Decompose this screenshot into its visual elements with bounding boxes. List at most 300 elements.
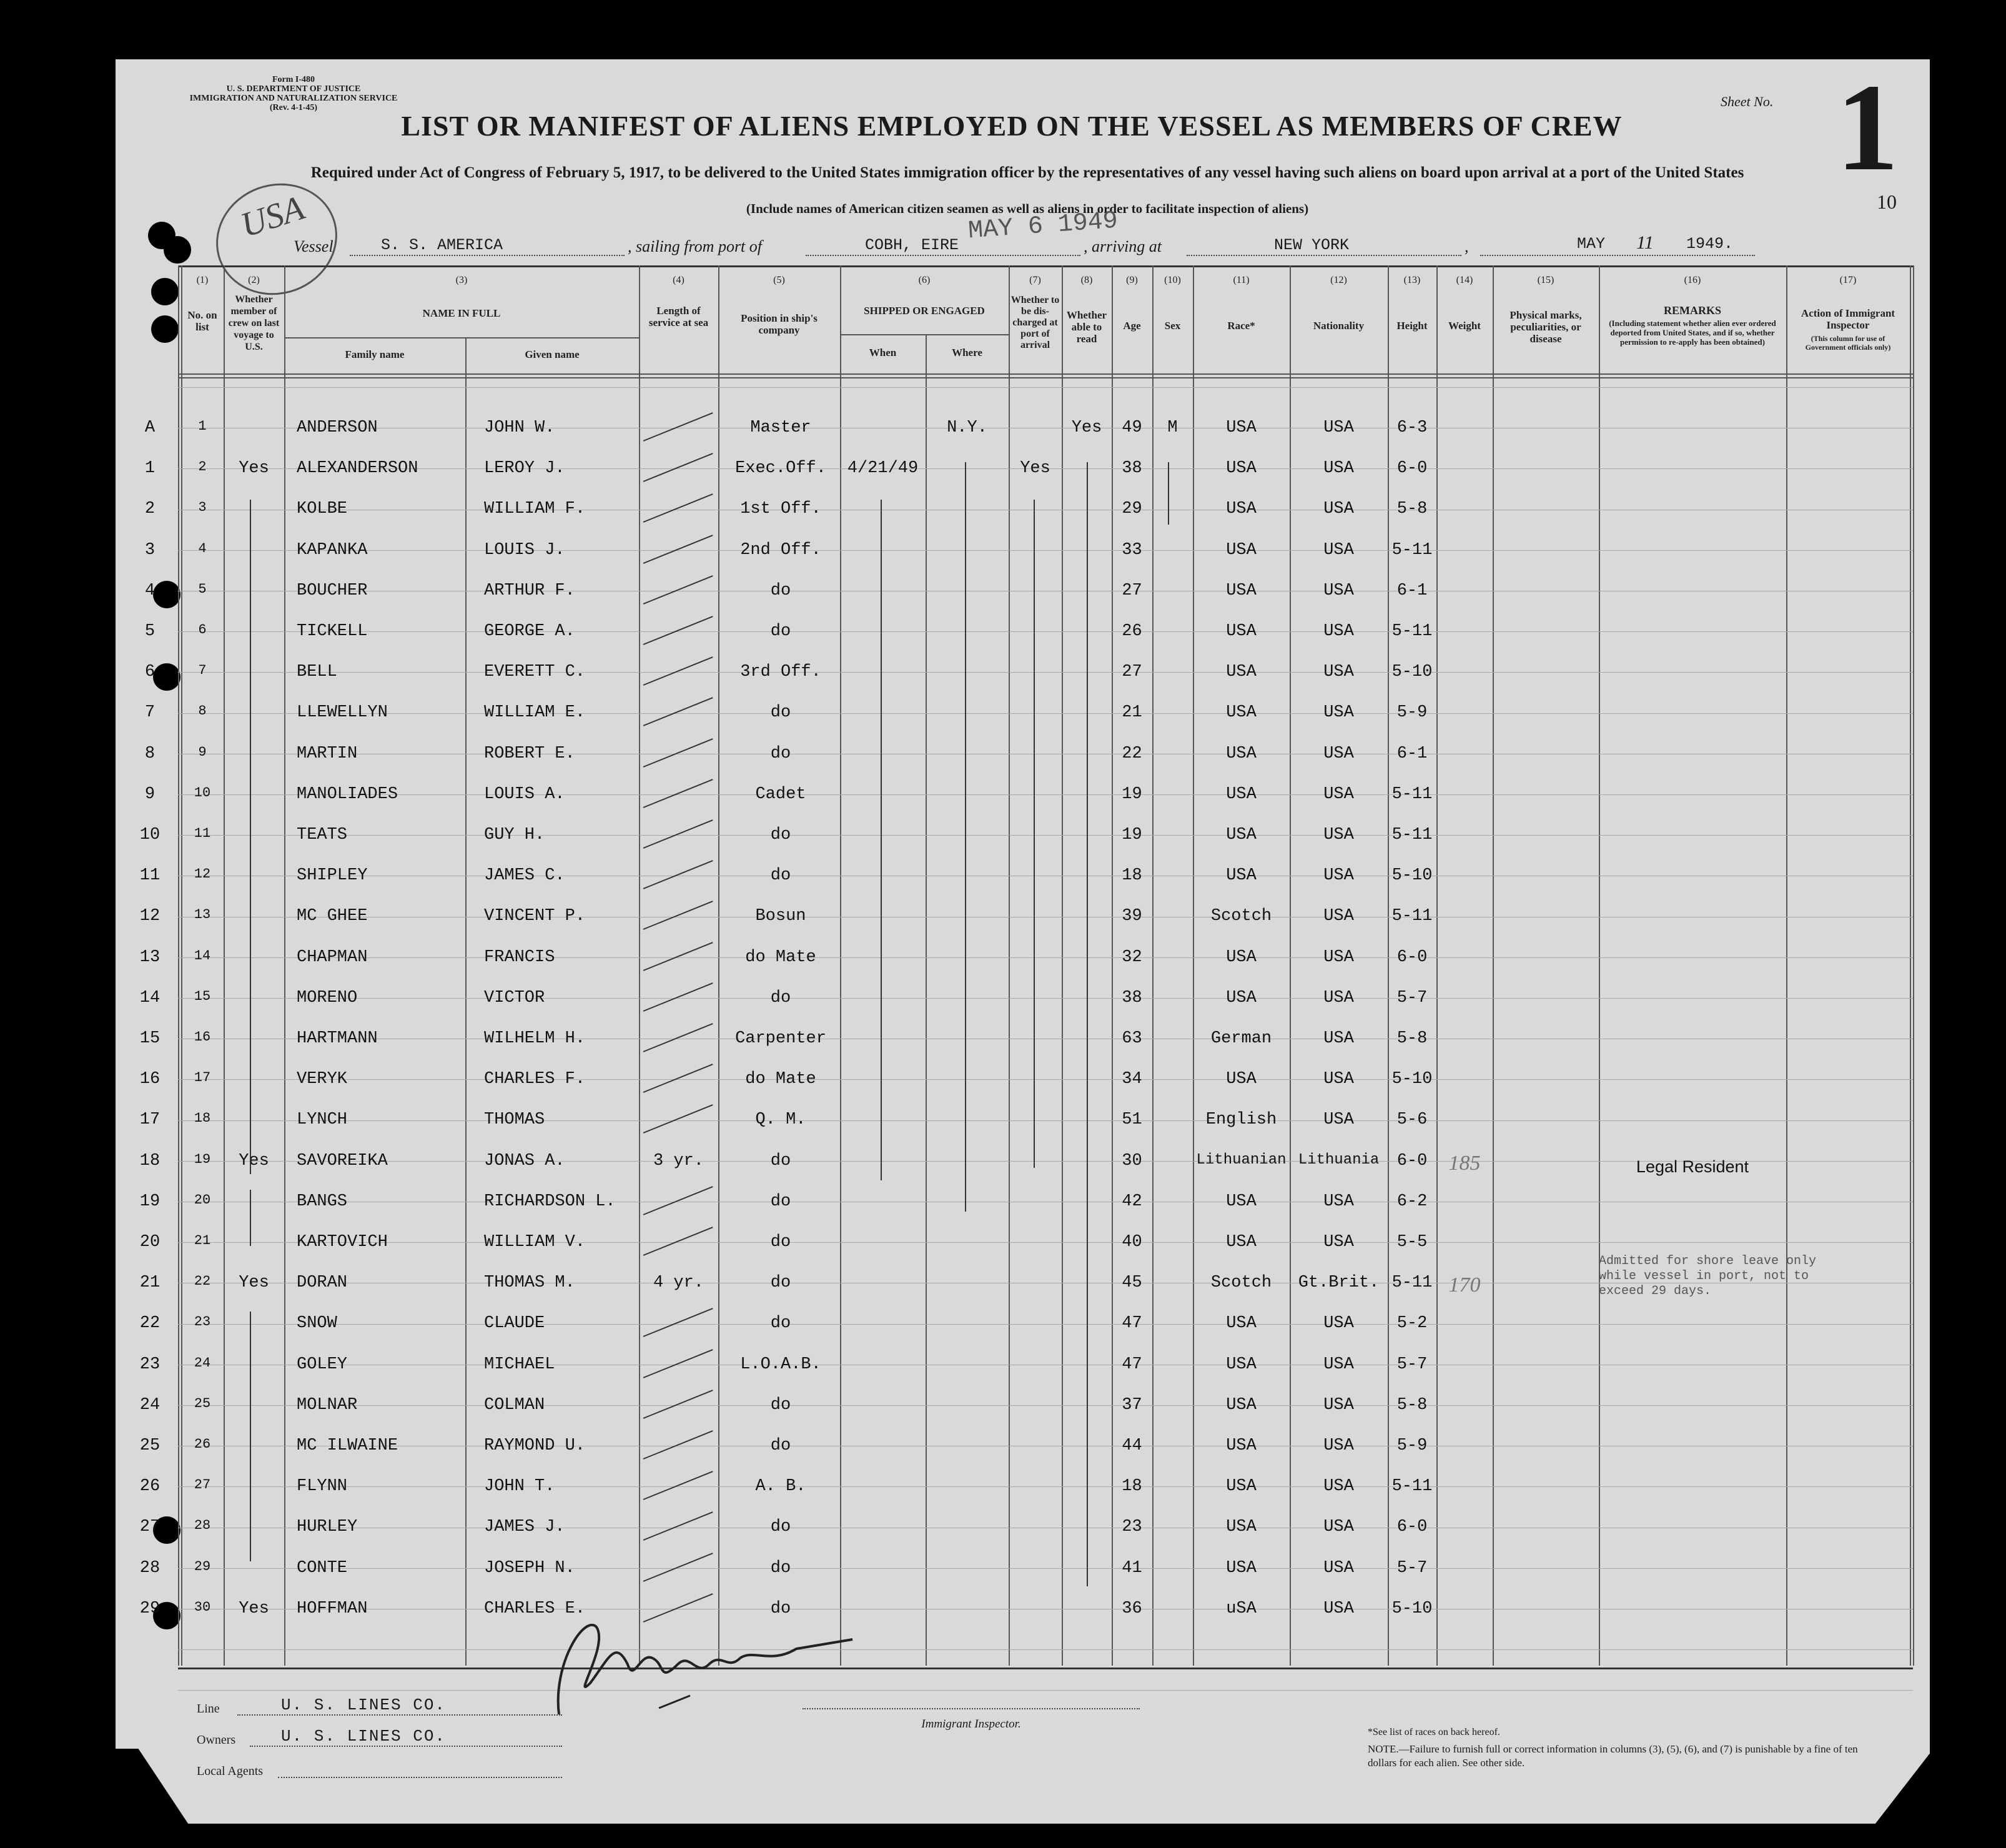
cell-height: 5-9 [1396,1436,1428,1455]
cell-position: 2nd Off. [740,540,821,560]
cell-nationality: USA [1323,1518,1354,1537]
row-margin-number: 2 [144,500,156,519]
cell-length-service: 3 yr. [653,1151,704,1170]
cell-height: 5-11 [1391,622,1433,641]
arrival-year: 1949. [1686,235,1734,253]
cell-given-name: THOMAS [484,1110,545,1130]
cell-family-name: SHIPLEY [297,866,368,886]
cell-nationality: USA [1323,1192,1354,1211]
row-margin-number: 26 [139,1477,161,1496]
cell-family-name: HURLEY [297,1518,358,1537]
ditto-mark [1034,500,1035,1168]
cell-position: Bosun [755,907,806,926]
row-margin-number: 9 [144,784,156,804]
cell-position: 1st Off. [740,500,821,519]
cell-race: Scotch [1210,907,1272,926]
cell-nationality: USA [1323,1558,1354,1578]
cell-age: 22 [1122,744,1142,763]
cell-no-on-list: 15 [194,988,211,1004]
arriving-label: , arriving at [1084,237,1162,255]
col-num-13: (13) [1403,275,1421,285]
revision-date: (Rev. 4-1-45) [269,103,318,112]
cell-age: 63 [1122,1029,1142,1048]
line-value: U. S. LINES CO. [281,1696,447,1714]
cell-race: USA [1226,1233,1257,1252]
cell-last-voyage: Yes [239,459,269,478]
cell-height: 6-1 [1396,744,1428,763]
cell-family-name: MOLNAR [297,1395,358,1415]
cell-race: USA [1226,1477,1257,1496]
col-num-14: (14) [1456,275,1473,285]
cell-position: do [770,1395,791,1415]
cell-age: 45 [1122,1273,1142,1293]
row-margin-number: 29 [139,1599,161,1618]
cell-length-service: 4 yr. [653,1273,704,1293]
cell-height: 5-11 [1391,907,1433,926]
cell-no-on-list: 21 [194,1233,211,1248]
cell-family-name: HARTMANN [297,1029,378,1048]
cell-race: USA [1226,663,1257,682]
cell-position: do [770,581,791,600]
cell-position: do [770,1558,791,1578]
cell-race: USA [1226,1436,1257,1455]
cell-position: do [770,1192,791,1211]
cell-nationality: USA [1323,622,1354,641]
department-name: U. S. DEPARTMENT OF JUSTICE [226,84,361,94]
cell-no-on-list: 25 [194,1395,211,1411]
cell-given-name: LEROY J. [484,459,565,478]
cell-given-name: CLAUDE [484,1314,545,1333]
cell-height: 5-11 [1391,1477,1433,1496]
cell-no-on-list: 23 [194,1314,211,1330]
cell-nationality: USA [1323,1029,1354,1048]
cell-position: Q. M. [755,1110,806,1130]
cell-race: USA [1226,947,1257,967]
cell-no-on-list: 16 [194,1029,211,1045]
sheet-label: Sheet No. [1721,94,1774,109]
cell-given-name: LOUIS A. [484,784,565,804]
inspector-label: Immigrant Inspector. [921,1717,1021,1731]
cell-position: Carpenter [735,1029,826,1048]
col-num-7: (7) [1029,275,1041,285]
cell-age: 47 [1122,1314,1142,1333]
col-num-9: (9) [1126,275,1138,285]
cell-family-name: KOLBE [297,500,348,519]
remark-shore-leave: Admitted for shore leave only while vessel in port, not to exceed 29 days. [1599,1254,1817,1298]
row-margin-number: 8 [144,744,156,763]
cell-position: do [770,1151,791,1170]
row-margin-number: 7 [144,703,156,723]
header-action-note: (This column for use of Government officials only) [1805,334,1891,352]
cell-position: do [770,1518,791,1537]
row-margin-number: 27 [139,1518,161,1537]
cell-nationality: USA [1323,866,1354,886]
remark-legal-resident: Legal Resident [1636,1157,1749,1176]
row-margin-number: 13 [139,947,161,967]
penalty-note: NOTE.—Failure to furnish full or correct information in columns (3), (5), (6), and (7) is punishable by a fine of ten dollars for each alien. See other side. [1368,1743,1858,1769]
cell-age: 41 [1122,1558,1142,1578]
col-num-4: (4) [673,275,684,285]
cell-nationality: USA [1323,947,1354,967]
cell-family-name: MORENO [297,988,358,1007]
header-given-name: Given name [525,348,580,360]
row-margin-number: 1 [144,459,156,478]
cell-no-on-list: 26 [194,1436,211,1452]
col-num-3: (3) [455,275,468,285]
cell-given-name: GEORGE A. [484,622,575,641]
cell-age: 19 [1122,784,1142,804]
cell-no-on-list: 30 [194,1599,211,1615]
col-num-1: (1) [196,275,209,285]
cell-height: 5-7 [1396,1558,1428,1578]
row-margin-number: 25 [139,1436,161,1455]
cell-weight: 185 [1448,1151,1481,1175]
cell-position: do Mate [745,947,816,967]
cell-given-name: JAMES C. [484,866,565,886]
cell-given-name: JOHN W. [484,418,555,437]
cell-given-name: WILLIAM E. [484,703,586,723]
cell-nationality: USA [1323,784,1354,804]
cell-family-name: FLYNN [297,1477,348,1496]
cell-family-name: GOLEY [297,1355,348,1374]
cell-nationality: USA [1323,1477,1354,1496]
cell-race: English [1205,1110,1277,1130]
row-margin-number: 16 [139,1070,161,1089]
page-number: 10 [1877,190,1897,213]
cell-no-on-list: 20 [194,1192,211,1208]
header-race: Race* [1227,320,1255,332]
cell-race: Lithuanian [1196,1151,1287,1169]
cell-discharged: Yes [1020,459,1050,478]
local-agents-label: Local Agents [197,1764,264,1778]
row-margin-number: 15 [139,1029,161,1048]
cell-race: USA [1226,1395,1257,1415]
row-margin-number: 19 [139,1192,161,1211]
col-num-10: (10) [1164,275,1181,285]
cell-nationality: USA [1323,988,1354,1007]
cell-last-voyage: Yes [239,1599,269,1618]
cell-nationality: USA [1323,744,1354,763]
header-no-on-list: No. on list [187,309,217,333]
ditto-mark [1087,462,1088,1586]
header-nationality: Nationality [1313,320,1365,332]
cell-age: 38 [1122,459,1142,478]
col-num-11: (11) [1233,275,1250,285]
cell-height: 5-10 [1391,866,1433,886]
col-num-17: (17) [1839,275,1857,285]
cell-age: 49 [1122,418,1142,437]
cell-height: 5-7 [1396,988,1428,1007]
cell-given-name: THOMAS M. [484,1273,575,1293]
cell-no-on-list: 27 [194,1477,211,1493]
cell-no-on-list: 3 [198,500,207,516]
cell-no-on-list: 9 [198,744,207,760]
cell-height: 5-10 [1391,663,1433,682]
cell-height: 5-11 [1391,784,1433,804]
cell-no-on-list: 22 [194,1273,211,1290]
col-num-2: (2) [248,275,260,285]
cell-age: 34 [1122,1070,1142,1089]
cell-given-name: WILHELM H. [484,1029,586,1048]
cell-position: do [770,1233,791,1252]
cell-nationality: USA [1323,540,1354,560]
cell-height: 5-8 [1396,1029,1428,1048]
punch-hole [151,278,179,305]
cell-given-name: RICHARDSON L. [484,1192,616,1211]
owners-label: Owners [197,1733,236,1747]
cell-nationality: USA [1323,1110,1354,1130]
arrival-port: NEW YORK [1274,236,1350,254]
cell-family-name: MC GHEE [297,907,368,926]
col-num-5: (5) [773,275,785,285]
cell-nationality: USA [1323,1395,1354,1415]
cell-race: USA [1226,988,1257,1007]
cell-no-on-list: 5 [198,581,207,597]
row-rule [178,1690,1913,1691]
cell-age: 42 [1122,1192,1142,1211]
cell-age: 47 [1122,1355,1142,1374]
cell-age: 23 [1122,1518,1142,1537]
cell-height: 5-7 [1396,1355,1428,1374]
cell-given-name: CHARLES E. [484,1599,586,1618]
ditto-mark [250,500,251,1174]
header-action-inspector: Action of Immigrant Inspector [1801,307,1895,331]
cell-age: 36 [1122,1599,1142,1618]
cell-nationality: USA [1323,1355,1354,1374]
cell-last-voyage: Yes [239,1273,269,1293]
cell-given-name: EVERETT C. [484,663,586,682]
cell-height: 5-11 [1391,826,1433,844]
cell-nationality: USA [1323,1233,1354,1252]
row-margin-number: 23 [139,1355,161,1374]
cell-no-on-list: 12 [194,866,211,882]
header-length-service: Length of service at sea [648,305,709,329]
cell-no-on-list: 13 [194,907,211,923]
row-rule [178,387,1913,388]
cell-nationality: Lithuania [1298,1151,1380,1169]
cell-race: USA [1226,1314,1257,1333]
cell-nationality: USA [1323,1070,1354,1089]
cell-given-name: LOUIS J. [484,540,565,560]
cell-position: do [770,988,791,1007]
cell-family-name: CHAPMAN [297,947,368,967]
cell-race: USA [1226,581,1257,600]
cell-age: 33 [1122,540,1142,560]
cell-given-name: ROBERT E. [484,744,575,763]
cell-position: do [770,826,791,844]
header-family-name: Family name [345,348,405,360]
cell-nationality: USA [1323,1599,1354,1618]
cell-no-on-list: 24 [194,1355,211,1371]
ditto-mark [250,1312,251,1561]
header-height: Height [1396,320,1428,332]
row-margin-number: 22 [139,1314,161,1333]
header-remarks: REMARKS [1663,304,1721,317]
cell-given-name: MICHAEL [484,1355,555,1374]
cell-family-name: KAPANKA [297,540,368,560]
cell-race: USA [1226,866,1257,886]
service-name: IMMIGRATION AND NATURALIZATION SERVICE [189,94,398,103]
col-num-15: (15) [1537,275,1554,285]
cell-nationality: USA [1323,907,1354,926]
cell-position: Master [750,418,811,437]
cell-race: USA [1226,744,1257,763]
cell-height: 5-2 [1396,1314,1428,1333]
header-last-voyage: Whether member of crew on last voyage to U.S. [228,294,280,352]
cell-position: do [770,1273,791,1293]
cell-given-name: VICTOR [484,988,545,1007]
cell-position: do [770,622,791,641]
cell-age: 40 [1122,1233,1142,1252]
cell-given-name: JOSEPH N. [484,1558,575,1578]
row-margin-number: 18 [139,1151,161,1170]
cell-height: 6-1 [1396,581,1428,600]
row-rule [178,1649,1913,1650]
cell-height: 6-0 [1396,459,1428,478]
cell-height: 6-2 [1396,1192,1428,1211]
cell-nationality: USA [1323,459,1354,478]
cell-no-on-list: 11 [194,826,211,841]
header-where: Where [952,347,982,358]
cell-family-name: BANGS [297,1192,348,1211]
cell-race: uSA [1226,1599,1257,1618]
cell-given-name: WILLIAM F. [484,500,586,519]
punch-hole [151,315,179,343]
cell-age: 37 [1122,1395,1142,1415]
vessel-name: S. S. AMERICA [381,236,503,254]
sailing-label: , sailing from port of [628,237,763,255]
cell-nationality: USA [1323,500,1354,519]
cell-height: 5-8 [1396,1395,1428,1415]
cell-age: 18 [1122,1477,1142,1496]
cell-no-on-list: 8 [198,703,207,719]
cell-no-on-list: 4 [198,540,207,556]
cell-given-name: RAYMOND U. [484,1436,586,1455]
row-margin-number: 28 [139,1558,161,1578]
cell-given-name: ARTHUR F. [484,581,575,600]
cell-age: 26 [1122,622,1142,641]
cell-race: USA [1226,459,1257,478]
cell-family-name: HOFFMAN [297,1599,368,1618]
header-physical-marks: Physical marks, peculiarities, or disease [1509,309,1582,345]
cell-shipped-when: 4/21/49 [847,459,919,478]
cell-family-name: BELL [297,663,337,682]
cell-race: USA [1226,1192,1257,1211]
cell-nationality: USA [1323,663,1354,682]
cell-family-name: LLEWELLYN [297,703,388,723]
cell-age: 44 [1122,1436,1142,1455]
header-sex: Sex [1164,320,1181,332]
punch-hole [164,236,191,264]
cell-no-on-list: 10 [194,784,211,801]
col-num-12: (12) [1330,275,1347,285]
form-identifier [169,75,418,112]
cell-race: USA [1226,703,1257,723]
row-margin-number: 4 [144,581,156,600]
cell-family-name: BOUCHER [297,581,368,600]
cell-no-on-list: 1 [198,418,207,434]
cell-height: 5-6 [1396,1110,1428,1130]
row-margin-number: 3 [144,540,156,560]
cell-height: 5-11 [1391,540,1433,560]
cell-nationality: USA [1323,581,1354,600]
cell-no-on-list: 18 [194,1110,211,1127]
ditto-mark [250,1190,251,1246]
ditto-mark [881,500,882,1180]
cell-height: 6-0 [1396,1518,1428,1537]
cell-position: do [770,1314,791,1333]
cell-last-voyage: Yes [239,1151,269,1170]
cell-race: USA [1226,1518,1257,1537]
header-shipped-engaged: SHIPPED OR ENGAGED [864,305,985,317]
cell-age: 30 [1122,1151,1142,1170]
cell-given-name: JOHN T. [484,1477,555,1496]
race-note: *See list of races on back hereof. [1368,1727,1500,1737]
cell-height: 6-0 [1396,1151,1428,1170]
cell-age: 29 [1122,500,1142,519]
row-margin-number: 14 [139,988,161,1007]
cell-age: 27 [1122,581,1142,600]
cell-height: 5-8 [1396,500,1428,519]
ditto-mark [965,462,966,1212]
col-num-6: (6) [918,275,931,285]
row-margin-number: A [144,418,156,437]
cell-family-name: SAVOREIKA [297,1151,388,1170]
cell-nationality: USA [1323,826,1354,844]
cell-nationality: USA [1323,418,1354,437]
cell-age: 21 [1122,703,1142,723]
row-margin-number: 10 [139,826,161,844]
date-stamp: MAY 6 1949 [967,207,1119,246]
cell-no-on-list: 19 [194,1151,211,1167]
ditto-mark [1168,462,1169,525]
cell-no-on-list: 17 [194,1070,211,1086]
subtitle: Required under Act of Congress of February 5, 1917, to be delivered to the United States immigration officer by the representatives of any vessel having such aliens on board upon arrival at a port of the United States [310,164,1744,181]
cell-age: 19 [1122,826,1142,844]
cell-given-name: CHARLES F. [484,1070,586,1089]
row-margin-number: 17 [139,1110,161,1130]
cell-race: USA [1226,1070,1257,1089]
cell-shipped-where: N.Y. [947,418,987,437]
cell-family-name: TEATS [297,826,348,844]
cell-family-name: LYNCH [297,1110,348,1130]
sheet-number: 1 [1836,59,1899,197]
row-margin-number: 5 [144,622,156,641]
cell-no-on-list: 2 [198,459,207,475]
col-num-16: (16) [1684,275,1701,285]
cell-given-name: FRANCIS [484,947,555,967]
cell-age: 27 [1122,663,1142,682]
cell-position: Cadet [755,784,806,804]
cell-given-name: VINCENT P. [484,907,586,926]
handwritten-usa-mark: USA [235,188,309,245]
cell-family-name: TICKELL [297,622,368,641]
cell-race: German [1210,1029,1272,1048]
sailing-port: COBH, EIRE [865,236,959,254]
cell-able-read: Yes [1071,418,1102,437]
arrival-day: 11 [1636,232,1654,253]
cell-race: Scotch [1210,1273,1272,1293]
cell-no-on-list: 14 [194,947,211,964]
header-position: Position in ship's company [741,312,818,336]
line-label: Line [197,1702,220,1716]
owners-value: U. S. LINES CO. [281,1727,447,1746]
cell-race: USA [1226,500,1257,519]
row-margin-number: 12 [139,907,161,926]
cell-height: 6-0 [1396,947,1428,967]
cell-family-name: MANOLIADES [297,784,398,804]
cell-position: do [770,1436,791,1455]
